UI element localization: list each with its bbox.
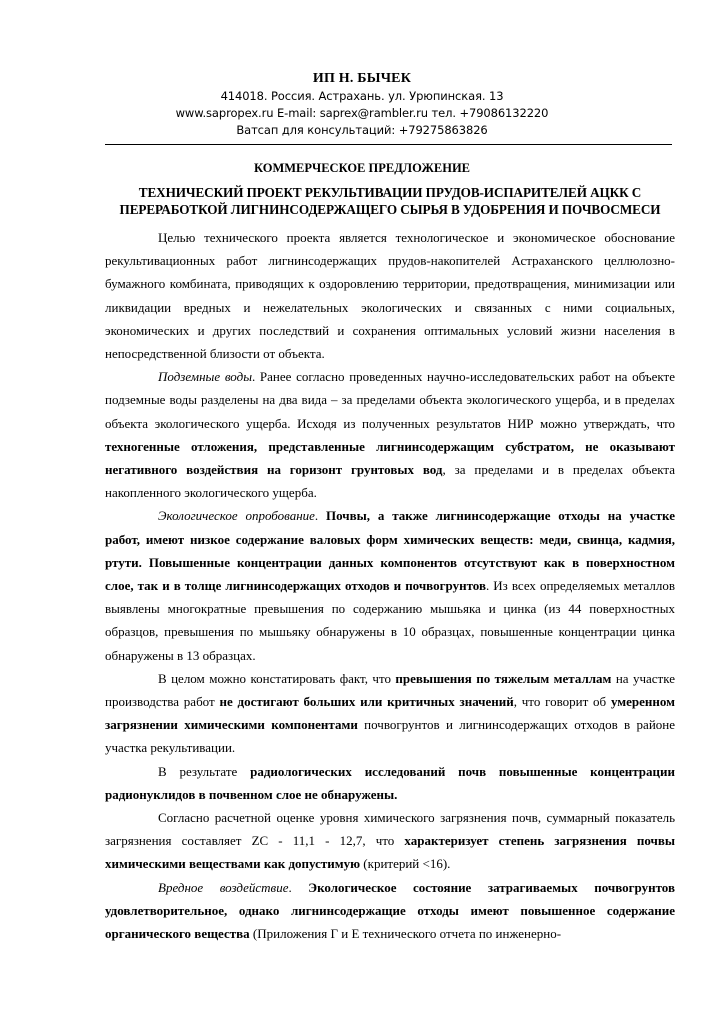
paragraph-text: . Ранее согласно проведенных научно-исследовательских работ на объекте подземные воды разделены на два вида – за пределами объекта экологического ущерба, и в пределах объекта экологического ущерба. Исходя из полученных результатов НИР можно утверждать, что: [105, 369, 675, 431]
paragraph-sampling: [105, 504, 675, 666]
paragraph-text: , за пределами и в пределах объекта накопленного экологического ущерба.: [105, 462, 675, 501]
paragraph-harmful-impact: [105, 876, 675, 946]
paragraph-text: (критерий <16).: [360, 856, 451, 872]
paragraph-emphasis: техногенные отложения, представленные лигнинсодержащим субстратом, не оказывают негативного воздействия на горизонт грунтовых вод: [105, 438, 675, 478]
paragraph-text: В результате: [158, 763, 251, 779]
letterhead: [0, 70, 724, 139]
company-address: 414018. Россия. Астрахань. ул. Урюпинская. 13: [220, 89, 504, 103]
paragraph-text: .: [288, 879, 309, 895]
paragraph-emphasis: превышения по тяжелым металлам: [395, 670, 612, 686]
paragraph-text: В целом можно констатировать факт, что: [158, 670, 396, 686]
whatsapp-line: Ватсап для консультаций: +79275863826: [236, 123, 488, 137]
paragraph-emphasis: умеренном загрязнении химическими компонентами: [105, 694, 675, 733]
paragraph-emphasis: характеризует степень загрязнения почвы химическими веществами как допустимую: [105, 833, 675, 872]
paragraph-groundwater: [105, 365, 675, 504]
paragraph-heading: Экологическое опробование: [158, 508, 315, 524]
document-title-line-2: ПЕРЕРАБОТКОЙ ЛИГНИНСОДЕРЖАЩЕГО СЫРЬЯ В УДОБРЕНИЯ И ПОЧВОСМЕСИ: [119, 202, 661, 217]
paragraph-text: на участке производства работ: [105, 670, 675, 710]
paragraph-text: . Из всех определяемых металлов выявлены многократные превышения по содержанию мышьяка и цинка (из 44 поверхностных образцов, превышения по мышьяку обнаружены в 10 образцах, повышенные концентрации цинка обнаружены в 13 образцах.: [105, 578, 675, 663]
paragraph-purpose: [105, 226, 675, 365]
paragraph-text: Согласно расчетной оценке уровня химического загрязнения почв, суммарный показатель загрязнения составляет ZC - 11,1 - 12,7, что: [105, 810, 675, 849]
document-title-line-1: ТЕХНИЧЕСКИЙ ПРОЕКТ РЕКУЛЬТИВАЦИИ ПРУДОВ-ИСПАРИТЕЛЕЙ АЦКК С: [138, 185, 642, 200]
paragraph-emphasis: радиологических исследований почв повышенные концентрации радионуклидов в почвенном слое не обнаружены.: [105, 763, 675, 802]
paragraph-radiology: [105, 760, 675, 806]
paragraph-text: (Приложения Г и Е технического отчета по инженерно-: [249, 926, 562, 942]
document-title: [100, 184, 680, 218]
paragraph-text: , что говорит об: [513, 694, 611, 710]
paragraph-contamination-index: [105, 806, 675, 876]
company-contacts: www.sapropex.ru E-mail: saprex@rambler.ru тел. +79086132220: [175, 106, 549, 120]
document-body: [105, 226, 675, 945]
paragraph-text: почвогрунтов и лигнинсодержащих отходов в районе участка рекультивации.: [105, 717, 676, 756]
paragraph-emphasis: Почвы, а также лигнинсодержащие отходы на участке работ, имеют низкое содержание валовых форм химических веществ: меди, свинца, кадмия, ртути. Повышенные концентрации данных компонентов отсутствуют как в поверхностном слое, так и в толще лигнинсодержащих отходов и почвогрунтов: [105, 508, 675, 594]
company-name: ИП Н. БЫЧЕК: [312, 71, 412, 86]
paragraph-heading: Вредное воздействие: [158, 879, 289, 895]
header-divider: [105, 144, 672, 145]
document-type: КОММЕРЧЕСКОЕ ПРЕДЛОЖЕНИЕ: [253, 161, 471, 175]
paragraph-heavy-metals: [105, 667, 675, 760]
paragraph-text: Целью технического проекта является технологическое и экономическое обоснование рекультивационных работ лигнинсодержащих прудов-накопителей Астраханского целлюлозно-бумажного комбината, приводящих к оздоровлению территории, предотвращения, минимизации или ликвидации вредных и нежелательных экологических и связанных с ними социальных, экономических и других последствий и сохранения оптимальных условий жизни населения в непосредственной близости от объекта.: [105, 230, 675, 362]
paragraph-emphasis: Экологическое состояние затрагиваемых почвогрунтов удовлетворительное, однако лигнинсодержащие отходы имеют повышенное содержание органического вещества: [105, 879, 675, 942]
paragraph-heading: Подземные воды: [158, 369, 252, 385]
paragraph-emphasis: не достигают больших или критичных значений: [219, 694, 514, 710]
paragraph-text: .: [314, 508, 327, 524]
